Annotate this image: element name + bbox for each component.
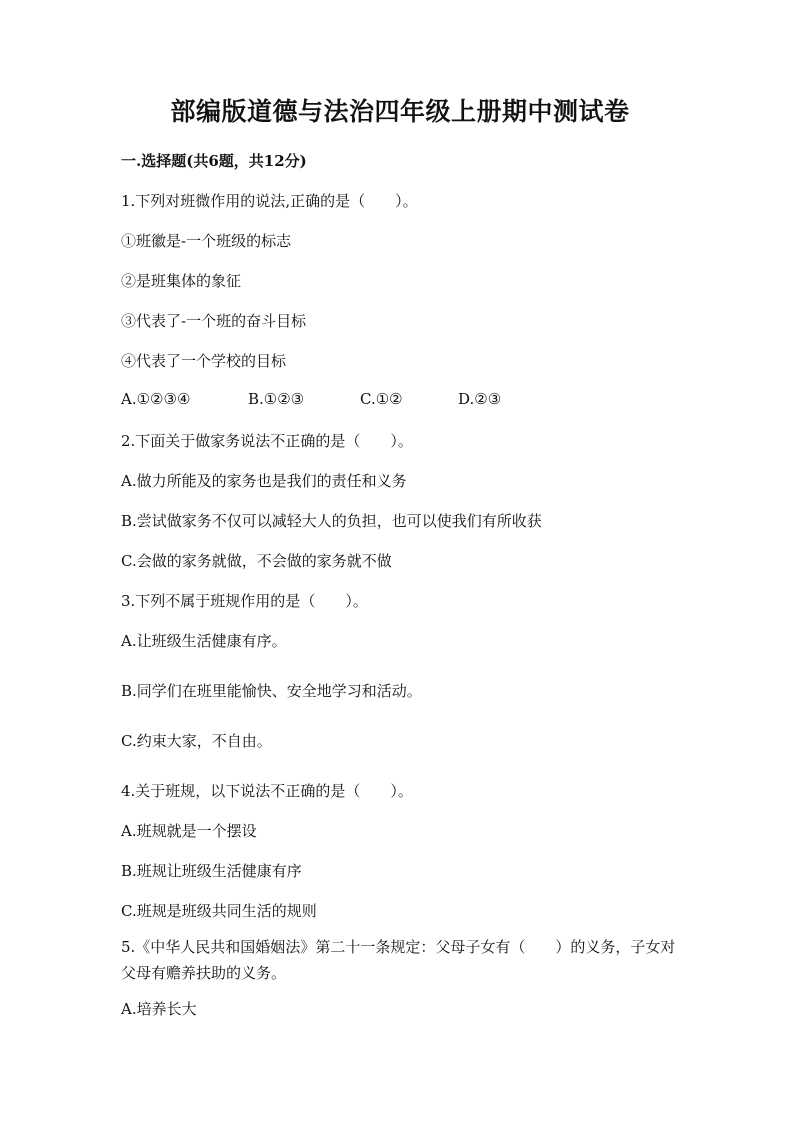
question-4-stem: 4.关于班规，以下说法不正确的是（ ）。 <box>121 782 413 800</box>
page-title: 部编版道德与法治四年级上册期中测试卷 <box>170 97 630 126</box>
question-1-item-2: ②是班集体的象征 <box>121 272 242 290</box>
question-3-stem: 3.下列不属于班规作用的是（ ）。 <box>121 592 368 610</box>
question-1-stem: 1.下列对班微作用的说法,正确的是（ ）。 <box>121 192 418 210</box>
question-4-option-b: B.班规让班级生活健康有序 <box>121 862 302 880</box>
question-2-stem: 2.下面关于做家务说法不正确的是（ ）。 <box>121 432 413 450</box>
question-2-option-b: B.尝试做家务不仅可以减轻大人的负担，也可以使我们有所收获 <box>121 512 542 530</box>
question-4-option-a: A.班规就是一个摆设 <box>121 822 257 840</box>
section-heading: 一.选择题(共6题，共12分) <box>121 152 307 170</box>
question-2-option-c: C.会做的家务就做，不会做的家务就不做 <box>121 552 392 570</box>
question-1-item-4: ④代表了一个学校的目标 <box>121 352 287 370</box>
question-3-option-c: C.约束大家，不自由。 <box>121 732 272 750</box>
question-1-option-b: B.①②③ <box>248 390 305 408</box>
question-5-option-a: A.培养长大 <box>121 1000 197 1018</box>
question-4-option-c: C.班规是班级共同生活的规则 <box>121 902 317 920</box>
question-3-option-a: A.让班级生活健康有序。 <box>121 632 287 650</box>
question-5-stem: 5.《中华人民共和国婚姻法》第二十一条规定：父母子女有（ ）的义务，子女对父母有赡养扶助的义务。 <box>121 938 676 982</box>
question-1-option-a: A.①②③④ <box>121 390 191 408</box>
question-2-option-a: A.做力所能及的家务也是我们的责任和义务 <box>121 472 407 490</box>
question-3-option-b: B.同学们在班里能愉快、安全地学习和活动。 <box>121 682 422 700</box>
question-1-item-3: ③代表了-一个班的奋斗目标 <box>121 312 307 330</box>
question-1-item-1: ①班徽是-一个班级的标志 <box>121 232 292 250</box>
question-1-option-d: D.②③ <box>458 390 502 408</box>
question-1-option-c: C.①② <box>360 390 403 408</box>
